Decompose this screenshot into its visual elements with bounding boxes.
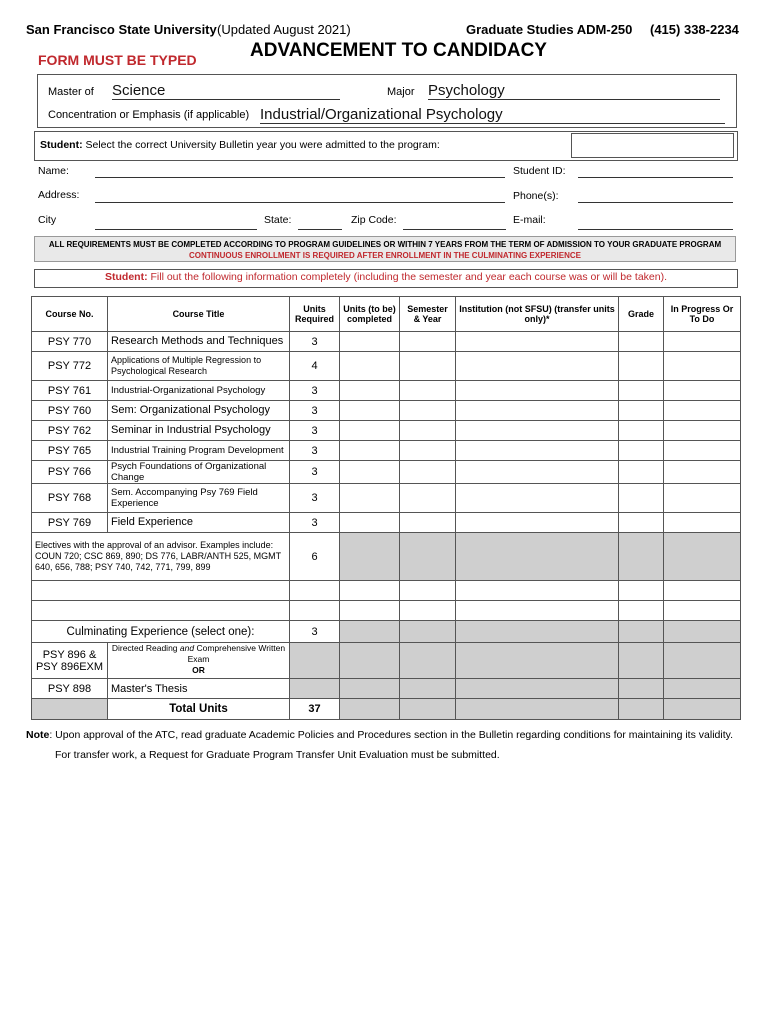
table-row: [32, 421, 741, 441]
total-row: [32, 699, 741, 720]
semester-year-cell[interactable]: [400, 484, 456, 513]
semester-year-cell[interactable]: [400, 401, 456, 421]
blank-row: [32, 601, 741, 621]
units-required-cell: 3: [290, 421, 340, 441]
header-course-no: Course No.: [32, 297, 108, 332]
blank-course-cell[interactable]: [32, 601, 290, 621]
institution-cell[interactable]: [456, 352, 619, 381]
units-required-cell: 3: [290, 401, 340, 421]
table-row: [32, 332, 741, 352]
grade-cell[interactable]: [619, 332, 664, 352]
institution-cell[interactable]: [456, 461, 619, 484]
psy898-institution-cell[interactable]: [456, 679, 619, 699]
total-grey-cell: [619, 699, 664, 720]
units-completed-cell[interactable]: [340, 352, 400, 381]
grade-cell[interactable]: [619, 401, 664, 421]
table-row: [32, 352, 741, 381]
grade-cell[interactable]: [619, 513, 664, 533]
grade-cell[interactable]: [619, 381, 664, 401]
psy896-completed-cell[interactable]: [340, 643, 400, 679]
units-completed-cell[interactable]: [340, 421, 400, 441]
blank-grade-cell[interactable]: [619, 581, 664, 601]
blank-progress-cell[interactable]: [664, 581, 741, 601]
major-field[interactable]: Psychology: [428, 82, 720, 100]
culminating-grade-cell[interactable]: [619, 621, 664, 643]
requirements-banner: [34, 236, 736, 262]
phone-field[interactable]: [578, 188, 733, 203]
grade-cell[interactable]: [619, 421, 664, 441]
semester-year-cell[interactable]: [400, 381, 456, 401]
in-progress-cell[interactable]: [664, 332, 741, 352]
course-title-cell: Field Experience: [108, 513, 290, 533]
note-text: : Upon approval of the ATC, read graduate Academic Policies and Procedures section in the Bulletin regarding conditions for maintaining its validity.: [49, 729, 734, 741]
electives-row: [32, 533, 741, 581]
units-completed-cell[interactable]: [340, 441, 400, 461]
units-completed-cell[interactable]: [340, 484, 400, 513]
table-row: [32, 484, 741, 513]
psy898-row: [32, 679, 741, 699]
blank-units-cell[interactable]: [290, 601, 340, 621]
course-title-cell: Applications of Multiple Regression to Psychological Research: [108, 352, 290, 381]
blank-units-cell[interactable]: [290, 581, 340, 601]
course-no-cell: PSY 772: [32, 352, 108, 381]
fill-instruction-text: Fill out the following information completely (including the semester and year each course was or will be taken).: [150, 271, 667, 283]
header-in-progress: In Progress Or To Do: [664, 297, 741, 332]
address-field[interactable]: [95, 188, 505, 203]
course-title-cell: Sem. Accompanying Psy 769 Field Experience: [108, 484, 290, 513]
course-no-cell: PSY 769: [32, 513, 108, 533]
grade-cell[interactable]: [619, 352, 664, 381]
psy896-course-no: PSY 896 & PSY 896EXM: [32, 643, 108, 679]
bulletin-prompt-bold: Student:: [40, 139, 83, 151]
total-grey-cell: [664, 699, 741, 720]
total-grey-cell: [400, 699, 456, 720]
units-required-cell: 3: [290, 484, 340, 513]
course-no-cell: PSY 765: [32, 441, 108, 461]
grade-cell[interactable]: [619, 441, 664, 461]
semester-year-cell[interactable]: [400, 461, 456, 484]
course-no-cell: PSY 762: [32, 421, 108, 441]
units-completed-cell[interactable]: [340, 513, 400, 533]
institution-cell[interactable]: [456, 381, 619, 401]
header-course-title: Course Title: [108, 297, 290, 332]
psy898-title: Master's Thesis: [108, 679, 290, 699]
psy896-grade-cell[interactable]: [619, 643, 664, 679]
header-units-completed: Units (to be) completed: [340, 297, 400, 332]
name-field[interactable]: [95, 163, 505, 178]
blank-grade-cell[interactable]: [619, 601, 664, 621]
units-required-cell: 3: [290, 332, 340, 352]
form-id: Graduate Studies ADM-250: [466, 22, 633, 37]
psy896-institution-cell[interactable]: [456, 643, 619, 679]
units-required-cell: 3: [290, 381, 340, 401]
requirements-line-1: ALL REQUIREMENTS MUST BE COMPLETED ACCORDING TO PROGRAM GUIDELINES OR WITHIN 7 YEARS FROM THE TERM OF ADMISSION TO YOUR GRADUATE PROGRAM: [48, 240, 722, 249]
master-of-label: Master of: [48, 86, 94, 98]
course-title-cell: Psych Foundations of Organizational Change: [108, 461, 290, 484]
psy896-title-b: Comprehensive Written Exam: [187, 643, 286, 664]
course-no-cell: PSY 766: [32, 461, 108, 484]
header-semester-year: Semester & Year: [400, 297, 456, 332]
name-label: Name:: [38, 165, 69, 177]
header-institution: Institution (not SFSU) (transfer units only)*: [456, 297, 619, 332]
units-completed-cell[interactable]: [340, 381, 400, 401]
table-row: [32, 441, 741, 461]
psy896-or: OR: [192, 665, 205, 675]
in-progress-cell[interactable]: [664, 381, 741, 401]
note-bold: Note: [26, 729, 50, 741]
psy896-title-a: Directed Reading: [111, 643, 178, 653]
units-completed-cell[interactable]: [340, 332, 400, 352]
course-no-cell: PSY 770: [32, 332, 108, 352]
blank-institution-cell[interactable]: [456, 581, 619, 601]
institution-cell[interactable]: [456, 513, 619, 533]
student-id-field[interactable]: [578, 163, 733, 178]
psy896-title-and: and: [179, 643, 195, 653]
semester-year-cell[interactable]: [400, 352, 456, 381]
electives-text: Electives with the approval of an advisor. Examples include: COUN 720; CSC 869, 890; DS 776, LABR/ANTH 525, MGMT 640, 656, 788; PSY 740, 742, 771, 799, 899: [32, 533, 290, 581]
electives-completed-cell[interactable]: [340, 533, 400, 581]
blank-institution-cell[interactable]: [456, 601, 619, 621]
units-completed-cell[interactable]: [340, 461, 400, 484]
in-progress-cell[interactable]: [664, 421, 741, 441]
electives-institution-cell[interactable]: [456, 533, 619, 581]
psy896-semester-cell[interactable]: [400, 643, 456, 679]
email-field[interactable]: [578, 215, 733, 230]
institution-cell[interactable]: [456, 421, 619, 441]
psy898-completed-cell[interactable]: [340, 679, 400, 699]
units-required-cell: 3: [290, 461, 340, 484]
course-table: [31, 296, 741, 720]
bulletin-prompt-text: Select the correct University Bulletin year you were admitted to the program:: [85, 139, 440, 151]
in-progress-cell[interactable]: [664, 441, 741, 461]
electives-grade-cell[interactable]: [619, 533, 664, 581]
grade-cell[interactable]: [619, 461, 664, 484]
blank-completed-cell[interactable]: [340, 601, 400, 621]
institution-cell[interactable]: [456, 441, 619, 461]
electives-units: 6: [290, 533, 340, 581]
university-name: San Francisco State University: [26, 22, 217, 37]
transfer-note: For transfer work, a Request for Graduate Program Transfer Unit Evaluation must be submitted.: [55, 749, 500, 761]
semester-year-cell[interactable]: [400, 441, 456, 461]
master-of-field[interactable]: Science: [112, 82, 340, 100]
course-title-cell: Sem: Organizational Psychology: [108, 401, 290, 421]
form-must-be-typed: FORM MUST BE TYPED: [38, 52, 197, 68]
table-row: [32, 381, 741, 401]
semester-year-cell[interactable]: [400, 332, 456, 352]
course-title-cell: Research Methods and Techniques: [108, 332, 290, 352]
course-no-cell: PSY 760: [32, 401, 108, 421]
blank-progress-cell[interactable]: [664, 601, 741, 621]
blank-semester-cell[interactable]: [400, 581, 456, 601]
city-label: City: [38, 214, 57, 226]
total-grey-cell: [340, 699, 400, 720]
course-no-cell: PSY 768: [32, 484, 108, 513]
header-grade: Grade: [619, 297, 664, 332]
psy898-grade-cell[interactable]: [619, 679, 664, 699]
state-label: State:: [264, 214, 292, 226]
culminating-units: 3: [290, 621, 340, 643]
in-progress-cell[interactable]: [664, 401, 741, 421]
updated-date: (Updated August 2021): [217, 22, 351, 37]
phone-label: Phone(s):: [513, 190, 559, 202]
psy898-course-no: PSY 898: [32, 679, 108, 699]
in-progress-cell[interactable]: [664, 352, 741, 381]
in-progress-cell[interactable]: [664, 513, 741, 533]
table-row: [32, 461, 741, 484]
page-title: ADVANCEMENT TO CANDIDACY: [250, 40, 547, 61]
semester-year-cell[interactable]: [400, 513, 456, 533]
course-title-cell: Industrial Training Program Development: [108, 441, 290, 461]
blank-semester-cell[interactable]: [400, 601, 456, 621]
fill-instruction-bold: Student:: [105, 271, 148, 283]
units-completed-cell[interactable]: [340, 401, 400, 421]
electives-progress-cell[interactable]: [664, 533, 741, 581]
zip-field[interactable]: [403, 215, 506, 230]
units-required-cell: 3: [290, 441, 340, 461]
culminating-institution-cell[interactable]: [456, 621, 619, 643]
validity-note: [26, 729, 746, 741]
bulletin-year-select[interactable]: [571, 133, 734, 158]
student-id-label: Student ID:: [513, 165, 566, 177]
psy898-semester-cell[interactable]: [400, 679, 456, 699]
email-label: E-mail:: [513, 214, 546, 226]
table-header-row: [32, 297, 741, 332]
requirements-line-2: CONTINUOUS ENROLLMENT IS REQUIRED AFTER ENROLLMENT IN THE CULMINATING EXPERIENCE: [188, 251, 581, 260]
course-title-cell: Industrial-Organizational Psychology: [108, 381, 290, 401]
major-label: Major: [387, 86, 415, 98]
course-title-cell: Seminar in Industrial Psychology: [108, 421, 290, 441]
units-required-cell: 4: [290, 352, 340, 381]
header-units-required: Units Required: [290, 297, 340, 332]
table-row: [32, 401, 741, 421]
total-units: 37: [290, 699, 340, 720]
blank-row: [32, 581, 741, 601]
grade-cell[interactable]: [619, 484, 664, 513]
total-label: Total Units: [108, 699, 290, 720]
psy896-units-cell: [290, 643, 340, 679]
psy896-title: [108, 643, 290, 679]
concentration-field[interactable]: Industrial/Organizational Psychology: [260, 106, 725, 124]
units-required-cell: 3: [290, 513, 340, 533]
institution-cell[interactable]: [456, 484, 619, 513]
blank-completed-cell[interactable]: [340, 581, 400, 601]
institution-cell[interactable]: [456, 332, 619, 352]
course-no-cell: PSY 761: [32, 381, 108, 401]
culminating-row: [32, 621, 741, 643]
culminating-label: Culminating Experience (select one):: [32, 621, 290, 643]
table-row: [32, 513, 741, 533]
bulletin-prompt: [40, 139, 440, 151]
city-field[interactable]: [95, 215, 257, 230]
psy896-row: [32, 643, 741, 679]
institution-cell[interactable]: [456, 401, 619, 421]
fill-instruction: [34, 269, 738, 288]
psy898-units-cell: [290, 679, 340, 699]
culminating-progress-cell[interactable]: [664, 621, 741, 643]
in-progress-cell[interactable]: [664, 461, 741, 484]
total-grey-cell: [456, 699, 619, 720]
psy896-progress-cell[interactable]: [664, 643, 741, 679]
semester-year-cell[interactable]: [400, 421, 456, 441]
culminating-semester-cell[interactable]: [400, 621, 456, 643]
electives-semester-cell[interactable]: [400, 533, 456, 581]
address-label: Address:: [38, 189, 80, 201]
zip-label: Zip Code:: [351, 214, 397, 226]
psy898-progress-cell[interactable]: [664, 679, 741, 699]
total-blank-cell: [32, 699, 108, 720]
office-phone: (415) 338-2234: [650, 22, 739, 37]
culminating-completed-cell[interactable]: [340, 621, 400, 643]
blank-course-cell[interactable]: [32, 581, 290, 601]
concentration-label: Concentration or Emphasis (if applicable): [48, 109, 250, 121]
state-field[interactable]: [298, 215, 342, 230]
in-progress-cell[interactable]: [664, 484, 741, 513]
